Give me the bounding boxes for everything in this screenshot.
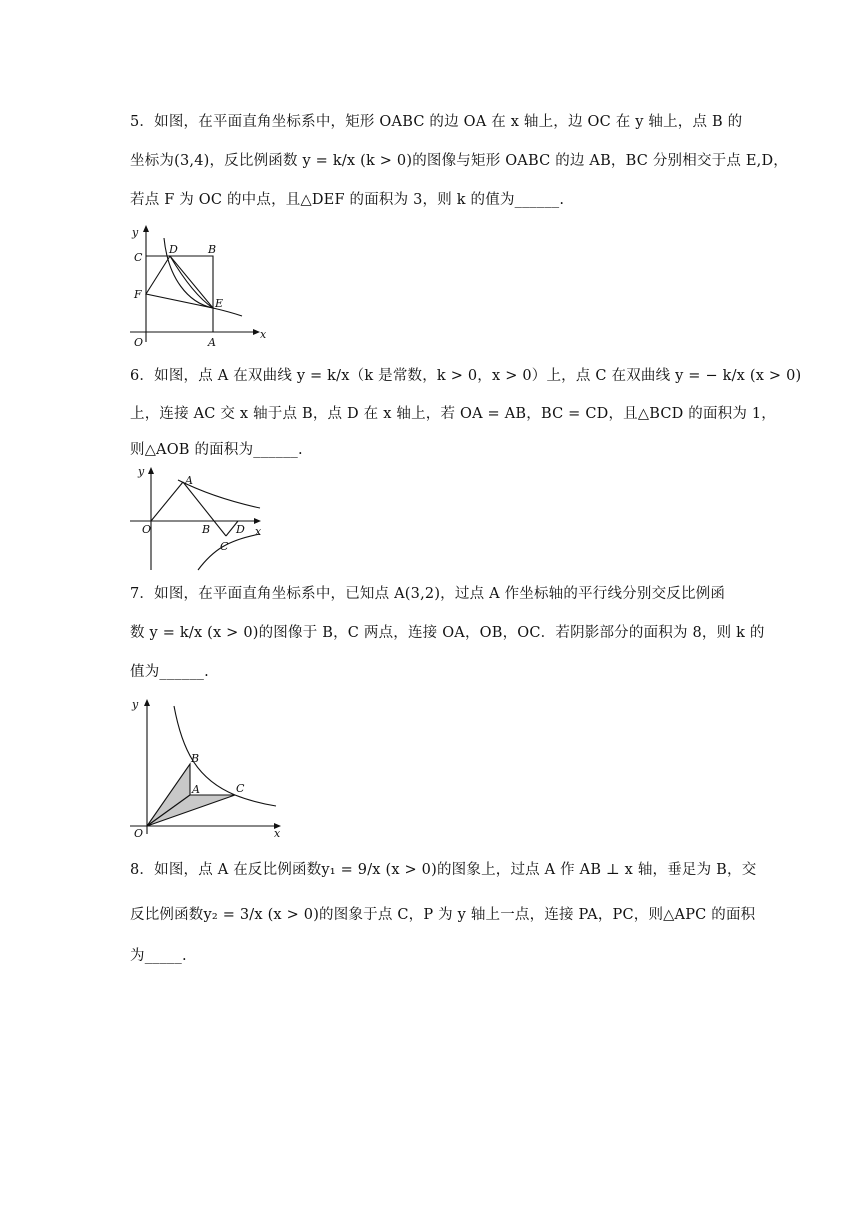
p6-label-B: B <box>202 523 211 536</box>
problem-5-line-1: 5．如图，在平面直角坐标系中，矩形 OABC 的边 OA 在 x 轴上，边 OC 在 y 轴上，点 B 的 <box>130 114 743 130</box>
problem-5-line-2: 坐标为(3,4)，反比例函数 y = k/x (k > 0)的图像与矩形 OABC 的边 AB，BC 分别相交于点 E,D， <box>130 153 788 169</box>
problem-7-line-2: 数 y = k/x (x > 0)的图像于 B，C 两点，连接 OA，OB，OC．若阴影部分的面积为 8，则 k 的 <box>130 625 765 641</box>
problem-6-line-1: 6．如图，点 A 在双曲线 y = k/x（k 是常数，k > 0，x > 0）上，点 C 在双曲线 y = − k/x (x > 0) <box>130 368 802 384</box>
problem-8-line-3: 为_____. <box>130 948 187 964</box>
problem-8-line-1: 8．如图，点 A 在反比例函数y₁ = 9/x (x > 0)的图象上，过点 A 作 AB ⊥ x 轴，垂足为 B，交 <box>130 862 757 878</box>
p7-label-B: B <box>191 752 200 765</box>
problem-5-figure <box>128 218 268 350</box>
p7-label-y: y <box>132 698 139 711</box>
problem-6-line-3: 则△AOB 的面积为______. <box>130 442 303 458</box>
p5-label-F: F <box>134 288 142 301</box>
p5-label-O: O <box>134 336 144 349</box>
p6-label-C: C <box>220 540 229 553</box>
problem-6-line-2: 上，连接 AC 交 x 轴于点 B，点 D 在 x 轴上，若 OA = AB，BC = CD，且△BCD 的面积为 1， <box>130 406 776 422</box>
p7-label-x: x <box>274 827 281 840</box>
p7-label-O: O <box>134 827 144 840</box>
p6-label-D: D <box>236 523 245 536</box>
p6-label-O: O <box>142 523 152 536</box>
problem-7-line-3: 值为______. <box>130 664 209 680</box>
p5-label-B: B <box>208 243 217 256</box>
p5-label-E: E <box>215 297 224 310</box>
problem-7-line-1: 7．如图，在平面直角坐标系中，已知点 A(3,2)，过点 A 作坐标轴的平行线分别交反比例函 <box>130 586 726 602</box>
p5-label-A: A <box>208 336 216 349</box>
p6-label-y: y <box>138 465 145 478</box>
p5-label-y: y <box>132 226 139 239</box>
problem-5-line-3: 若点 F 为 OC 的中点，且△DEF 的面积为 3，则 k 的值为______. <box>130 192 565 208</box>
problem-8-line-2: 反比例函数y₂ = 3/x (x > 0)的图象于点 C，P 为 y 轴上一点，连接 PA，PC，则△APC 的面积 <box>130 907 756 923</box>
p6-label-A: A <box>185 474 193 487</box>
problem-6-figure <box>128 462 268 574</box>
p5-label-C: C <box>134 251 143 264</box>
p6-label-x: x <box>255 525 262 538</box>
p7-label-A: A <box>192 783 200 796</box>
p7-label-C: C <box>236 782 245 795</box>
problem-7-figure <box>128 694 288 840</box>
p5-label-D: D <box>169 243 178 256</box>
p5-label-x: x <box>260 328 267 341</box>
